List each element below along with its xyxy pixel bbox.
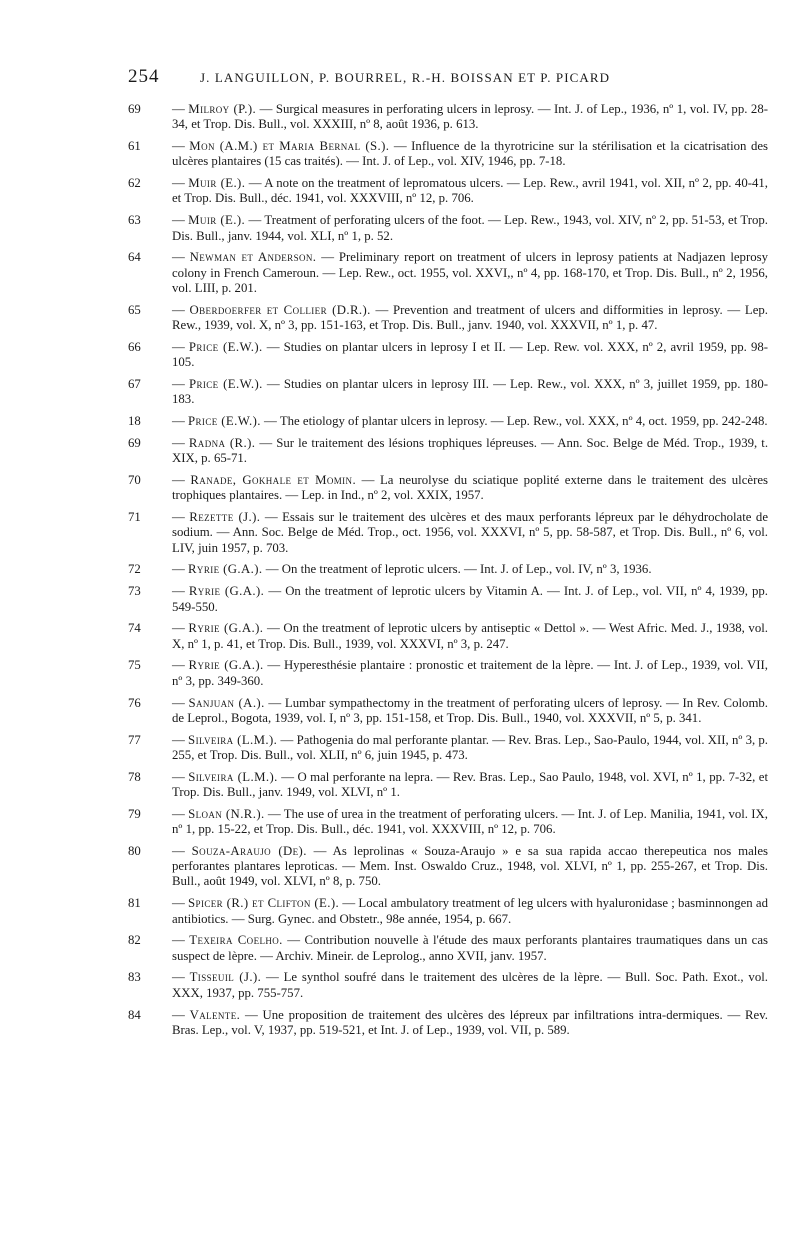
entry-number: 69 xyxy=(128,102,141,116)
entry-number: 84 xyxy=(128,1007,141,1022)
entry-text: Essais sur le traitement des ulcères et des maux perforants lépreux par le déhydrocholate de sodium. — Ann. Soc. Belge de Méd. Trop., oct. 1956, vol. XXXVI, nº 5, pp. 58-587, et Trop. Dis. Bull., nº 6, vol. LIV, juin 1957, p. 703. xyxy=(172,510,769,555)
running-head: J. LANGUILLON, P. BOURREL, R.-H. BOISSAN ET P. PICARD xyxy=(200,70,611,85)
entry-text: Lumbar sympathectomy in the treatment of perforating ulcers of leprosy. — In Rev. Colomb. de Leprol., Bogota, 1939, vol. I, nº 3, pp. 151-158, et Trop. Dis. Bull., 1940, vol. XXXVII, nº 5, p. 341. xyxy=(172,695,768,725)
entry-author: Price (E.W.). xyxy=(188,414,261,429)
entry-number: 62 xyxy=(128,176,141,191)
bibliography-entry: 82 — Texeira Coelho. — Contribution nouvelle à l'étude des maux perforants plantaires traumatiques dans un cas suspect de lèpre. — Archiv. Mineir. de Leprolog., anno XVII, janv. 1957. xyxy=(128,933,769,963)
entry-number: 74 xyxy=(128,621,141,636)
entry-author: Tisseuil (J.). xyxy=(189,970,262,985)
bibliography-entry: 63 — Muir (E.). — Treatment of perforating ulcers of the foot. — Lep. Rew., 1943, vol. XIV, nº 2, pp. 51-53, et Trop. Dis. Bull., janv. 1944, vol. XLI, nº 1, p. 52. xyxy=(128,213,768,243)
bibliography-entry: 74 — Ryrie (G.A.). — On the treatment of leprotic ulcers by antiseptic « Dettol ». — West Afric. Med. J., 1938, vol. X, nº 1, p. 41, et Trop. Dis. Bull., 1939, vol. XXXVI, nº 3, p. 247. xyxy=(128,621,768,651)
bibliography-entry: 83 — Tisseuil (J.). — Le synthol soufré dans le traitement des ulcères de la lèpre. — Bull. Soc. Path. Exot., vol. XXX, 1937, pp. 755-757. xyxy=(128,970,768,1000)
bibliography-entry: 69 — Radna (R.). — Sur le traitement des lésions trophiques lépreuses. — Ann. Soc. Belge de Méd. Trop., 1939, t. XIX, p. 65-71. xyxy=(128,435,769,466)
bibliography-entry: 73 — Ryrie (G.A.). — On the treatment of leprotic ulcers by Vitamin A. — Int. J. of Lep., vol. VII, nº 4, 1939, pp. 549-550. xyxy=(128,584,769,614)
bibliography-entry: 79 — Sloan (N.R.). — The use of urea in the treatment of perforating ulcers. — Int. J. of Lep. Manilia, 1941, vol. IX, nº 1, pp. 15-22, et Trop. Dis. Bull., déc. 1941, vol. XXXVIII, nº 12, p. 706. xyxy=(128,806,768,837)
entry-text: On the treatment of leprotic ulcers by Vitamin A. — Int. J. of Lep., vol. VII, nº 4, 1939, pp. 549-550. xyxy=(172,584,769,614)
entry-number: 70 xyxy=(128,472,141,487)
entry-number: 81 xyxy=(128,896,141,911)
entry-number: 65 xyxy=(128,302,141,317)
entry-number: 67 xyxy=(128,376,141,391)
entry-number: 78 xyxy=(128,769,141,784)
entry-number: 75 xyxy=(128,658,141,673)
entry-author: Milroy (P.). xyxy=(188,102,257,116)
entry-author: Ryrie (G.A.). xyxy=(188,658,264,673)
entry-author: Muir (E.). xyxy=(188,213,246,228)
entry-author: Newman et Anderson. xyxy=(189,250,317,265)
entry-author: Ryrie (G.A.). xyxy=(188,562,263,577)
entry-text: Prevention and treatment of ulcers and difformities in leprosy. — Lep. Rew., 1939, vol. X, nº 3, pp. 151-163, et Trop. Dis. Bull., janv. 1940, vol. XXXVII, nº 1, p. 47. xyxy=(172,302,768,333)
entry-author: Oberdoerfer et Collier (D.R.). xyxy=(189,302,371,317)
entry-text: La neurolyse du sciatique poplité externe dans le traitement des ulcères trophiques plantaires. — Lep. in Ind., nº 2, vol. XXIX, 1957. xyxy=(172,472,769,503)
entry-text: Pathogenia do mal perforante plantar. — Rev. Bras. Lep., Sao-Paulo, 1944, vol. XII, nº 3, p. 255, et Trop. Dis. Bull., vol. XLII, nº 6, juin 1945, p. 473. xyxy=(172,732,769,762)
bibliography-entry: 72 — Ryrie (G.A.). — On the treatment of leprotic ulcers. — Int. J. of Lep., vol. IV, nº 3, 1936. xyxy=(128,562,652,577)
entry-number: 80 xyxy=(128,843,141,858)
entry-number: 69 xyxy=(128,435,141,450)
entry-text: Treatment of perforating ulcers of the foot. — Lep. Rew., 1943, vol. XIV, nº 2, pp. 51-53, et Trop. Dis. Bull., janv. 1944, vol. XLI, nº 1, p. 52. xyxy=(172,213,768,243)
entry-author: Rezette (J.). xyxy=(189,510,261,525)
entry-number: 64 xyxy=(128,250,141,265)
page-header xyxy=(128,66,768,90)
entry-author: Price (E.W.). xyxy=(188,376,263,391)
bibliography-entry: 80 — Souza-Araujo (De). — As leprolinas « Souza-Araujo » e sa sua rapida accao therepeutica nos males perforantes plantares leproticas. — Mem. Inst. Oswaldo Cruz., 1948, vol. XLVI, nº 1, pp. 255-267, et Trop. Dis. Bull., août 1949, vol. XLVI, nº 8, p. 750. xyxy=(128,843,768,889)
bibliography-entry: 77 — Silveira (L.M.). — Pathogenia do mal perforante plantar. — Rev. Bras. Lep., Sao-Paulo, 1944, vol. XII, nº 3, p. 255, et Trop. Dis. Bull., vol. XLII, nº 6, juin 1945, p. 473. xyxy=(128,732,769,762)
entry-number: 71 xyxy=(128,510,141,525)
entry-text: Influence de la thyrotricine sur la stérilisation et la cicatrisation des ulcères plantaires (15 cas traités). — Int. J. of Lep., vol. XIV, 1946, pp. 7-18. xyxy=(172,139,769,169)
entry-number: 77 xyxy=(128,732,141,747)
entry-author: Ryrie (G.A.). xyxy=(188,621,264,636)
entry-author: Radna (R.). xyxy=(188,435,256,450)
bibliography-entry: 62 — Muir (E.). — A note on the treatment of lepromatous ulcers. — Lep. Rew., avril 1941, vol. XII, nº 2, pp. 40-41, et Trop. Dis. Bull., déc. 1941, vol. XXXVIII, nº 12, p. 706. xyxy=(128,176,768,206)
entry-text: Studies on plantar ulcers in leprosy III. — Lep. Rew., vol. XXX, nº 3, juillet 1959, pp. 180-183. xyxy=(172,376,768,407)
entry-author: Silveira (L.M.). xyxy=(188,769,278,784)
entry-text: Preliminary report on treatment of ulcers in leprosy patients at Nadjazen leprosy colony in French Cameroun. — Lep. Rew., oct. 1955, vol. XXVI,, nº 4, pp. 168-170, et Trop. Dis. Bull., nº 2, 1956, vol. LIII, p. 201. xyxy=(172,250,768,295)
entry-number: 82 xyxy=(128,933,141,948)
entry-number: 66 xyxy=(128,339,141,354)
bibliography-entry: 64 — Newman et Anderson. — Preliminary report on treatment of ulcers in leprosy patients at Nadjazen leprosy colony in French Cameroun. — Lep. Rew., oct. 1955, vol. XXVI,, nº 4, pp. 168-170, et Trop. Dis. Bull., nº 2, 1956, vol. LIII, p. 201. xyxy=(128,250,768,295)
entry-text: Local ambulatory treatment of leg ulcers with hyaluronidase ; basminnongen ad antibiotics. — Surg. Gynec. and Obstetr., 98e année, 1954, p. 667. xyxy=(172,896,768,926)
entry-author: Valente. xyxy=(189,1007,241,1022)
entry-text: On the treatment of leprotic ulcers by antiseptic « Dettol ». — West Afric. Med. J., 1938, vol. X, nº 1, p. 41, et Trop. Dis. Bull., 1939, vol. XXXVI, nº 3, p. 247. xyxy=(172,621,768,651)
bibliography-entry: 84 — Valente. — Une proposition de traitement des ulcères des lépreux par infiltrations intra-dermiques. — Rev. Bras. Lep., vol. V, 1937, pp. 519-521, et Int. J. of Lep., 1939, vol. VII, p. 589. xyxy=(128,1007,769,1037)
entry-number: 63 xyxy=(128,213,141,228)
entry-author: Sanjuan (A.). xyxy=(188,695,265,710)
entry-author: Silveira (L.M.). xyxy=(188,732,278,747)
entry-text: Studies on plantar ulcers in leprosy I et II. — Lep. Rew. vol. XXX, nº 2, avril 1959, pp. 98-105. xyxy=(172,339,769,370)
entry-text: Sur le traitement des lésions trophiques lépreuses. — Ann. Soc. Belge de Méd. Trop., 1939, t. XIX, p. 65-71. xyxy=(172,435,769,466)
bibliography-entry: 70 — Ranade, Gokhale et Momin. — La neurolyse du sciatique poplité externe dans le traitement des ulcères trophiques plantaires. — Lep. in Ind., nº 2, vol. XXIX, 1957. xyxy=(128,472,769,503)
bibliography-list xyxy=(128,102,768,1045)
entry-text: Le synthol soufré dans le traitement des ulcères de la lèpre. — Bull. Soc. Path. Exot., vol. XXX, 1937, pp. 755-757. xyxy=(172,970,768,1000)
bibliography-entry: 78 — Silveira (L.M.). — O mal perforante na lepra. — Rev. Bras. Lep., Sao Paulo, 1948, vol. XVI, nº 1, pp. 7-32, et Trop. Dis. Bull., janv. 1949, vol. XLVI, nº 1. xyxy=(128,769,768,799)
entry-number: 61 xyxy=(128,139,141,154)
entry-number: 76 xyxy=(128,695,141,710)
entry-number: 73 xyxy=(128,584,141,599)
entry-text: The use of urea in the treatment of perforating ulcers. — Int. J. of Lep. Manilia, 1941, vol. IX, nº 1, pp. 15-22, et Trop. Dis. Bull., déc. 1941, vol. XXXVIII, nº 12, p. 706. xyxy=(172,806,768,837)
entry-text: As leprolinas « Souza-Araujo » e sa sua rapida accao therepeutica nos males perforantes plantares leproticas. — Mem. Inst. Oswaldo Cruz., 1948, vol. XLVI, nº 1, pp. 255-267, et Trop. Dis. Bull., août 1949, vol. XLVI, nº 8, p. 750. xyxy=(172,843,768,889)
entry-text: Surgical measures in perforating ulcers in leprosy. — Int. J. of Lep., 1936, nº 1, vol. IV, pp. 28-34, et Trop. Dis. Bull., vol. XXXIII, nº 8, août 1936, p. 613. xyxy=(172,102,768,132)
entry-text: Une proposition de traitement des ulcères des lépreux par infiltrations intra-dermiques. — Rev. Bras. Lep., vol. V, 1937, pp. 519-521, et Int. J. of Lep., 1939, vol. VII, p. 589. xyxy=(172,1007,769,1037)
bibliography-entry: 67 — Price (E.W.). — Studies on plantar ulcers in leprosy III. — Lep. Rew., vol. XXX, nº 3, juillet 1959, pp. 180-183. xyxy=(128,376,768,407)
entry-author: Ranade, Gokhale et Momin. xyxy=(190,472,357,487)
entry-text: A note on the treatment of lepromatous ulcers. — Lep. Rew., avril 1941, vol. XII, nº 2, pp. 40-41, et Trop. Dis. Bull., déc. 1941, vol. XXXVIII, nº 12, p. 706. xyxy=(172,176,768,206)
bibliography-entry: 71 — Rezette (J.). — Essais sur le traitement des ulcères et des maux perforants lépreux par le déhydrocholate de sodium. — Ann. Soc. Belge de Méd. Trop., oct. 1956, vol. XXXVI, nº 5, pp. 58-587, et Trop. Dis. Bull., nº 6, vol. LIV, juin 1957, p. 703. xyxy=(128,510,769,555)
bibliography-entry: 61 — Mon (A.M.) et Maria Bernal (S.). — Influence de la thyrotricine sur la stérilisation et la cicatrisation des ulcères plantaires (15 cas traités). — Int. J. of Lep., vol. XIV, 1946, pp. 7-18. xyxy=(128,139,769,169)
entry-number: 18 xyxy=(128,414,141,429)
bibliography-entry: 65 — Oberdoerfer et Collier (D.R.). — Prevention and treatment of ulcers and difformities in leprosy. — Lep. Rew., 1939, vol. X, nº 3, pp. 151-163, et Trop. Dis. Bull., janv. 1940, vol. XXXVII, nº 1, p. 47. xyxy=(128,302,768,333)
entry-text: The etiology of plantar ulcers in leprosy. — Lep. Rew., vol. XXX, nº 4, oct. 1959, pp. 242-248. xyxy=(279,414,768,429)
bibliography-entry: 81 — Spicer (R.) et Clifton (E.). — Local ambulatory treatment of leg ulcers with hyaluronidase ; basminnongen ad antibiotics. — Surg. Gynec. and Obstetr., 98e année, 1954, p. 667. xyxy=(128,896,768,926)
entry-author: Sloan (N.R.). xyxy=(188,806,265,821)
entry-author: Price (E.W.). xyxy=(188,339,263,354)
bibliography-entry: 75 — Ryrie (G.A.). — Hyperesthésie plantaire : pronostic et traitement de la lèpre. — Int. J. of Lep., 1939, vol. VII, nº 3, pp. 349-360. xyxy=(128,658,768,688)
bibliography-entry: 66 — Price (E.W.). — Studies on plantar ulcers in leprosy I et II. — Lep. Rew. vol. XXX, nº 2, avril 1959, pp. 98-105. xyxy=(128,339,769,370)
entry-text: Contribution nouvelle à l'étude des maux perforants plantaires traumatiques dans un cas suspect de lèpre. — Archiv. Mineir. de Leprolog., anno XVII, janv. 1957. xyxy=(172,933,769,963)
entry-number: 83 xyxy=(128,970,141,985)
bibliography-entry: 18 — Price (E.W.). — The etiology of plantar ulcers in leprosy. — Lep. Rew., vol. XXX, nº 4, oct. 1959, pp. 242-248. xyxy=(128,414,768,429)
bibliography-entry: 69 — Milroy (P.). — Surgical measures in perforating ulcers in leprosy. — Int. J. of Lep., 1936, nº 1, vol. IV, pp. 28-34, et Trop. Dis. Bull., vol. XXXIII, nº 8, août 1936, p. 613. xyxy=(128,102,768,132)
entry-number: 72 xyxy=(128,562,141,577)
entry-author: Souza-Araujo (De). xyxy=(191,843,307,858)
entry-author: Mon (A.M.) et Maria Bernal (S.). xyxy=(189,139,390,154)
entry-text: Hyperesthésie plantaire : pronostic et traitement de la lèpre. — Int. J. of Lep., 1939, vol. VII, nº 3, pp. 349-360. xyxy=(172,658,768,688)
bibliography-entry: 76 — Sanjuan (A.). — Lumbar sympathectomy in the treatment of perforating ulcers of leprosy. — In Rev. Colomb. de Leprol., Bogota, 1939, vol. I, nº 3, pp. 151-158, et Trop. Dis. Bull., 1940, vol. XXXVII, nº 5, p. 341. xyxy=(128,695,768,725)
entry-author: Texeira Coelho. xyxy=(189,933,283,948)
page-number: 254 xyxy=(128,66,160,87)
entry-author: Ryrie (G.A.). xyxy=(188,584,265,599)
entry-text: O mal perforante na lepra. — Rev. Bras. Lep., Sao Paulo, 1948, vol. XVI, nº 1, pp. 7-32, et Trop. Dis. Bull., janv. 1949, vol. XLVI, nº 1. xyxy=(172,769,768,799)
entry-author: Spicer (R.) et Clifton (E.). xyxy=(188,896,340,911)
entry-author: Muir (E.). xyxy=(188,176,246,191)
entry-text: On the treatment of leprotic ulcers. — Int. J. of Lep., vol. IV, nº 3, 1936. xyxy=(281,562,652,577)
entry-number: 79 xyxy=(128,806,141,821)
